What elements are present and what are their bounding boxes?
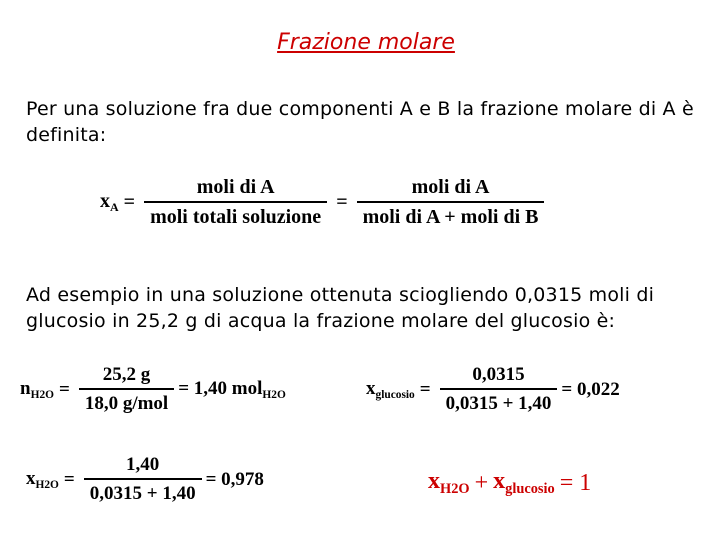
equals-sign: =: [123, 191, 136, 213]
numerator: 25,2 g: [102, 364, 151, 385]
fraction: [440, 364, 558, 415]
numerator: moli di A: [196, 176, 275, 198]
result: = 0,022: [561, 378, 620, 400]
numerator: 0,0315: [472, 364, 525, 385]
numerator: moli di A: [411, 176, 490, 198]
equals-sign: =: [63, 468, 75, 490]
fraction-moles-over-sum: [357, 176, 545, 229]
denominator: 0,0315 + 1,40: [84, 478, 202, 505]
denominator: 18,0 g/mol: [79, 388, 174, 415]
result: = 1,40 mol$_{H2O}$: [178, 378, 286, 401]
fraction-moles-over-total: [144, 176, 327, 229]
lhs-variable: $x_A$: [100, 189, 119, 215]
lhs-variable: $x_{glucosio}$: [366, 378, 415, 401]
lhs-variable: $n_{H2O}$: [20, 378, 54, 401]
term-water: $x_{H2O}$: [428, 468, 470, 498]
fraction: [79, 364, 174, 415]
page-title: Frazione molare: [277, 30, 455, 55]
denominator: moli totali soluzione: [144, 201, 327, 229]
fraction: [84, 454, 202, 505]
water-fraction-equation: [26, 454, 264, 505]
equals-sign: =: [59, 378, 70, 400]
denominator: moli di A + moli di B: [357, 201, 545, 229]
equals-sign: =: [336, 191, 348, 213]
intro-text: Per una soluzione fra due componenti A e B la frazione molare di A è definita:: [26, 98, 694, 146]
equals-sign: =: [419, 378, 431, 400]
lhs-variable: $x_{H2O}$: [26, 468, 59, 491]
mole-fraction-definition: [100, 176, 548, 229]
glucose-fraction-equation: [366, 364, 620, 415]
example-text: Ad esempio in una soluzione ottenuta sciogliendo 0,0315 moli di glucosio in 25,2 g di acqua la frazione molare del glucosio è:: [26, 284, 655, 332]
term-glucose: $x_{glucosio}$: [493, 468, 555, 498]
numerator: 1,40: [126, 454, 160, 475]
result: = 1: [559, 469, 592, 496]
denominator: 0,0315 + 1,40: [440, 388, 558, 415]
sum-equation: [428, 468, 596, 498]
plus-sign: +: [474, 469, 489, 496]
result: = 0,978: [205, 468, 264, 490]
water-moles-equation: [20, 364, 286, 415]
